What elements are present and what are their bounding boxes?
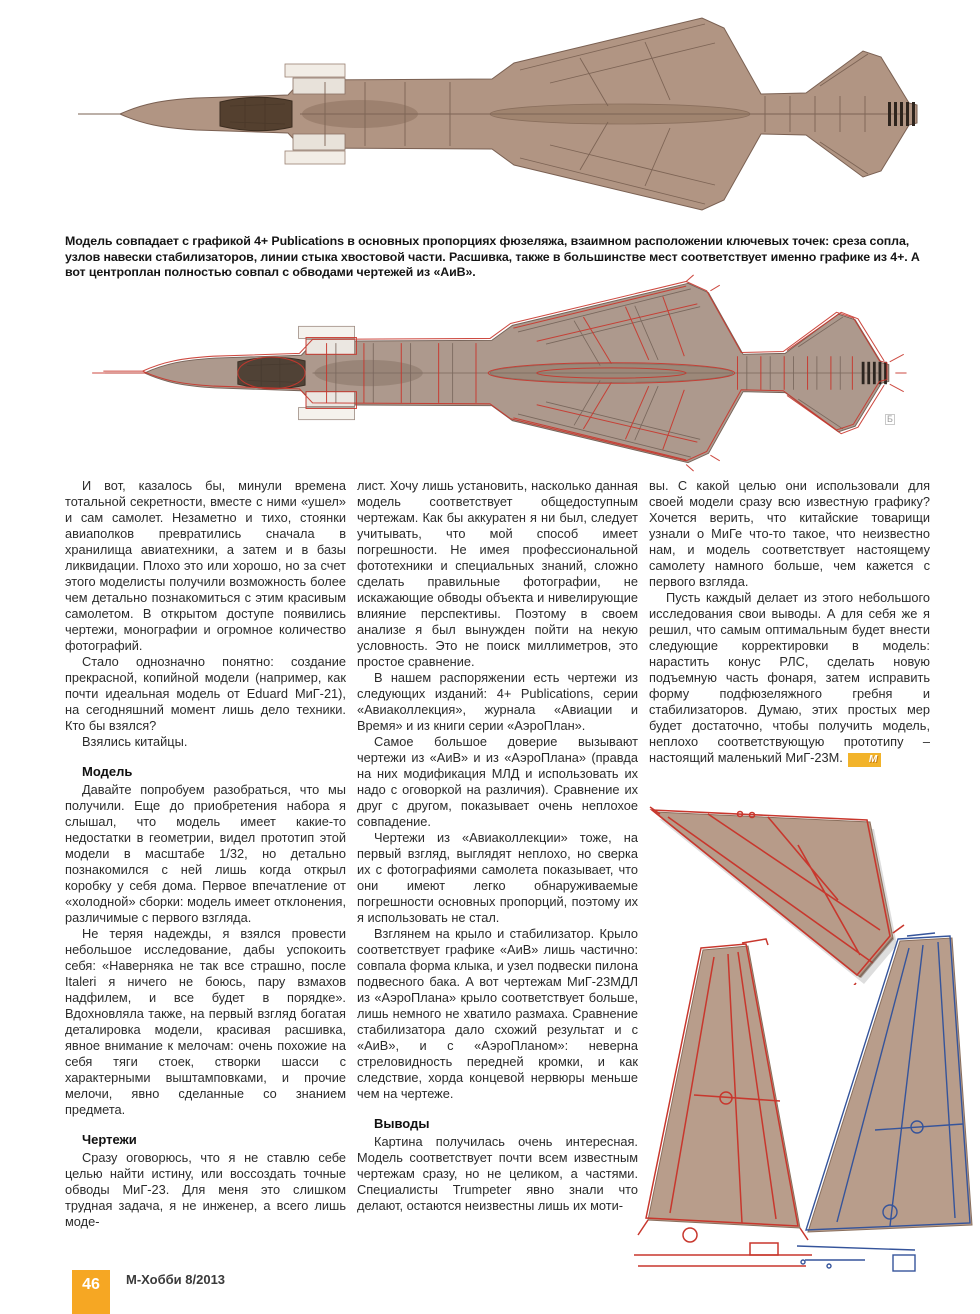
text-column-3 [649,478,930,808]
paragraph: В нашем распоряжении есть чертежи из следующих изданий: 4+ Publications, серии «Авиаколлекция», журнала «Авиации и Время» и из книги серии «АэроПлан». [357,670,638,733]
text-column-1 [65,478,346,1278]
mig23-overlay-drawing [60,274,920,472]
artist-mark: Б [887,414,893,424]
page-number-badge: 46 [72,1270,110,1314]
mig23-overlay-photo [60,274,920,472]
paragraph: Не теряя надежды, я взялся провести небольшое исследование, дабы успокоить себя: «Наверняка не так все страшно, после Italeri я ничего не боюсь, пару взмахов надфилем, и все будет в порядке». Вдохновляла также, на первый взгляд богатая деталировка модели, красивая расшивка, явное внимание к мелочам: очень похожие на себя тяги стоек, створки шасси с характерными выштамповками, и прочие мелочи, явно сделанные со знанием предмета. [65,926,346,1117]
paragraph: лист. Хочу лишь установить, насколько данная модель соответствует общедоступным чертежам. Как бы аккуратен я ни был, следует учитывать, что мой способ имеет погрешности. Не имея профессиональной фототехники и специальных знаний, сложно сделать правильные фотографии, не искажающие обводы объекта и нивелирующие влияние перспективы. Поэтому в своем анализе я был вынужден пойти на некую условность. Это не поиск миллиметров, это простое сравнение. [357,478,638,669]
paragraph-text: Пусть каждый делает из этого небольшого исследования свои выводы. А для себя же я решил, что самым оптимальным будет внести следующие корректировки в модель: нарастить конус РЛС, сделать новую подъемную часть фонаря, затем исправить форму подфюзеляжного гребня и стабилизаторов. Думаю, этих простых мер будет достаточно, чтобы получить модель, неплохо соответствующую прототипу – настоящий маленький МиГ-23М. [649,590,930,765]
paragraph: Взглянем на крыло и стабилизатор. Крыло соответствует графике «АиВ» лишь частично: совпала форма клыка, и узел подвески пилона подвесного бака. А вот чертежам МиГ-23МДЛ из «АэроПлана» крыло соответствует больше, лишь немного не хватило размаха. Сравнение стабилизатора дало схожий результат и с «АиВ», и с «АэроПланом»: неверна стреловидность передней кромки, и как следствие, хорда концевой нервюры меньше чем на чертеже. [357,926,638,1101]
paragraph: Сразу оговорюсь, что я не ставлю себе целью найти истину, или воссоздать точные обводы МиГ-23. Для меня это слишком трудная задача, я не инженер, а всего лишь моде- [65,1150,346,1229]
section-heading-conclusions: Выводы [374,1116,430,1131]
mhobby-end-logo: М [848,753,881,767]
wing-blue-figure [795,930,978,1280]
journal-title: М-Хобби 8/2013 [126,1272,226,1287]
paragraph: Чертежи из «Авиаколлекции» тоже, на первый взгляд, выглядят неплохо, но сверка их с фотографиями самолета показывает, что они имеют легко обнаруживаемые погрешности основных пропорций, поэтому их я использовать не стал. [357,830,638,925]
mig23-top-view-photo [60,8,920,220]
paragraph: Взялись китайцы. [82,734,188,749]
wing-red-overlay-drawing [630,935,820,1280]
paragraph: Давайте попробуем разобраться, что мы получили. Еще до приобретения набора я слышал, что модель имеет какие-то недостатки в геометрии, видел прототип этой модели в масштабе 1/32, но детально познакомился с ней лишь когда открыл коробку у себя дома. Первое впечатление от «холодной» сборки: модель имеет отклонения, различимые с первого взгляда. [65,782,346,925]
paragraph [649,590,930,767]
wing-red-figure [630,935,820,1280]
section-heading-model: Модель [82,764,133,779]
wing-blue-overlay-drawing [795,930,978,1280]
figure-caption: Модель совпадает с графикой 4+ Publications в основных пропорциях фюзеляжа, взаимном расположении ключевых точек: среза сопла, узлов навески стабилизаторов, линии стыка хвостовой части. Расшивка, также в большинстве мест соответствует именно графике из 4+. А вот центроплан полностью совпал с обводами чертежей из «АиВ». [65,234,920,280]
paragraph: Самое большое доверие вызывают чертежи из «АиВ» и из «АэроПлана» (правда на них модификация МЛД и использовать их надо с оговоркой на различия). Сравнение их друг с другом, показывает очень неплохое совпадение. [357,734,638,829]
mig23-plan-drawing [60,8,920,220]
text-column-2 [357,478,638,1278]
paragraph: Картина получилась очень интересная. Модель соответствует почти всем известным чертежам сразу, но не целиком, а частями. Специалисты Trumpeter явно знали что делают, остаются неизвестны лишь их моти- [357,1134,638,1213]
section-heading-drawings: Чертежи [82,1132,137,1147]
paragraph: Стало однозначно понятно: создание прекрасной, копийной модели (например, как почти идеальная модель от Eduard МиГ-21), на сегодняшний момент лишь дело техники. Кто бы взялся? [65,654,346,733]
paragraph: И вот, казалось бы, минули времена тотальной секретности, вместе с ними «ушел» и сам самолет. Незаметно и тихо, стоянки авиаполков превратились сначала в хранилища авиатехники, а затем и в базы ликвидации. Плохо это или хорошо, но за счет этого моделисты получили возможность более чем детально познакомиться с этим красивым самолетом. В открытом доступе появились чертежи, монографии и огромное количество фотографий. [65,478,346,653]
paragraph: вы. С какой целью они использовали для своей модели сразу всю известную графику? Хочется верить, что китайские товарищи узнали о МиГе что-то такое, что неизвестно нам, и модель соответствует настоящему самолету намного больше, чем кажется с первого взгляда. [649,478,930,589]
